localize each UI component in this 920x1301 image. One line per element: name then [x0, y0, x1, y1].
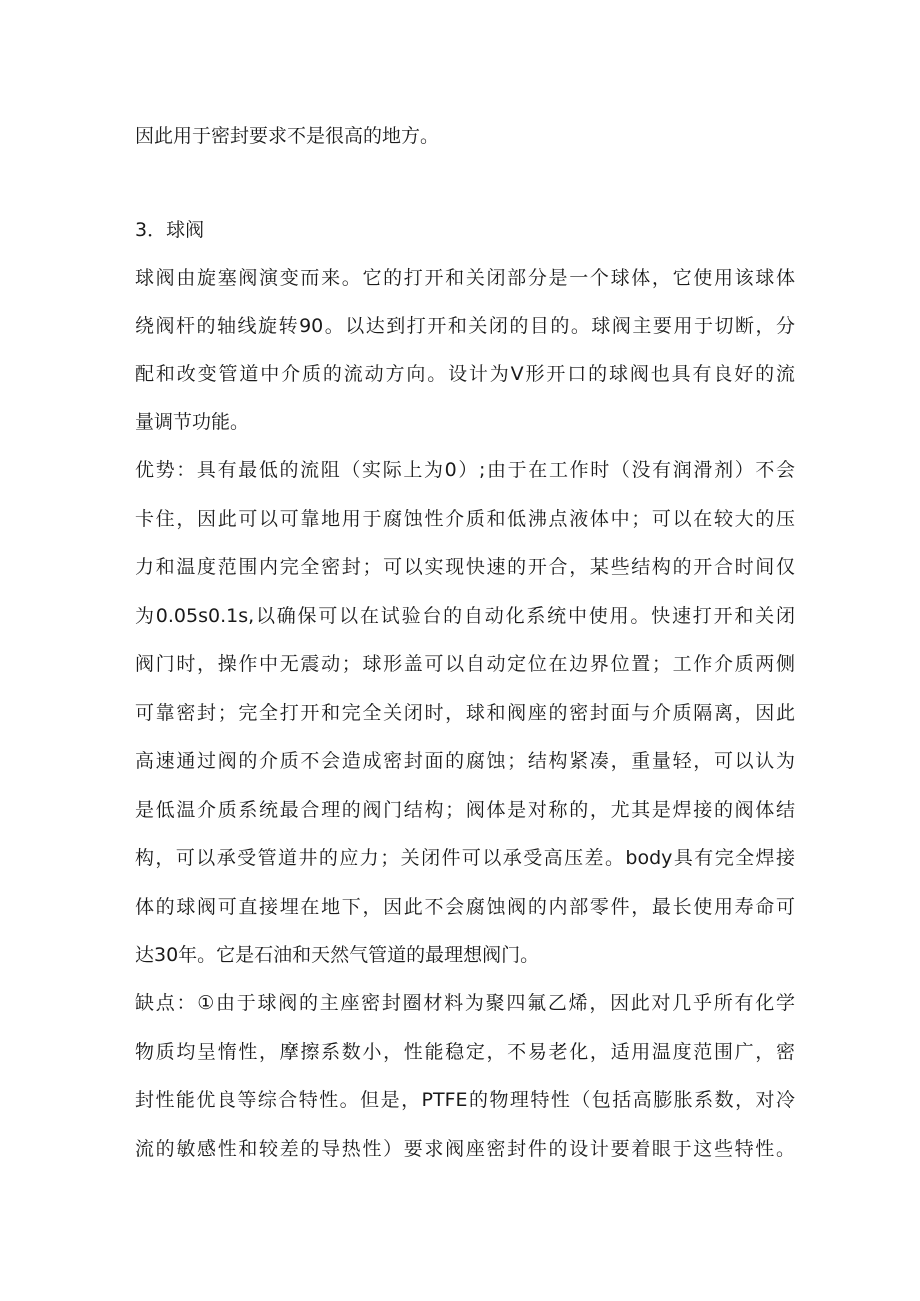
- text-line: 力和温度范围内完全密封；可以实现快速的开合，某些结构的开合时间仅: [135, 556, 795, 578]
- intro-line: 因此用于密封要求不是很高的地方。: [135, 125, 440, 147]
- text-line: 量调节功能。: [135, 411, 250, 433]
- text-line: 达30年。它是石油和天然气管道的最理想阀门。: [135, 944, 540, 966]
- text-line: 是低温介质系统最合理的阀门结构；阀体是对称的，尤其是焊接的阀体结: [135, 799, 795, 821]
- text-line: 流的敏感性和较差的导热性）要求阀座密封件的设计要着眼于这些特性。: [135, 1138, 795, 1160]
- text-line: 可靠密封；完全打开和完全关闭时，球和阀座的密封面与介质隔离，因此: [135, 702, 795, 724]
- section-heading: 3．球阀: [135, 219, 205, 241]
- text-line: 卡住，因此可以可靠地用于腐蚀性介质和低沸点液体中；可以在较大的压: [135, 508, 795, 530]
- text-line: 缺点：①由于球阀的主座密封圈材料为聚四氟乙烯，因此对几乎所有化学: [135, 992, 795, 1014]
- text-line: 封性能优良等综合特性。但是，PTFE的物理特性（包括高膨胀系数，对冷: [135, 1089, 795, 1111]
- text-line: 物质均呈惰性，摩擦系数小，性能稳定，不易老化，适用温度范围广，密: [135, 1041, 795, 1063]
- text-line: 配和改变管道中介质的流动方向。设计为V形开口的球阀也具有良好的流: [135, 363, 795, 385]
- text-line: 体的球阀可直接埋在地下，因此不会腐蚀阀的内部零件，最长使用寿命可: [135, 896, 795, 918]
- text-line: 高速通过阀的介质不会造成密封面的腐蚀；结构紧凑，重量轻，可以认为: [135, 750, 795, 772]
- text-line: 为0.05s0.1s,以确保可以在试验台的自动化系统中使用。快速打开和关闭: [135, 605, 795, 627]
- text-line: 阀门时，操作中无震动；球形盖可以自动定位在边界位置；工作介质两侧: [135, 653, 795, 675]
- text-line: 优势：具有最低的流阻（实际上为0）;由于在工作时（没有润滑剂）不会: [135, 459, 795, 481]
- text-line: 绕阀杆的轴线旋转90。以达到打开和关闭的目的。球阀主要用于切断，分: [135, 315, 795, 337]
- text-line: 构，可以承受管道井的应力；关闭件可以承受高压差。body具有完全焊接: [135, 847, 795, 869]
- text-line: 球阀由旋塞阀演变而来。它的打开和关闭部分是一个球体，它使用该球体: [135, 267, 795, 289]
